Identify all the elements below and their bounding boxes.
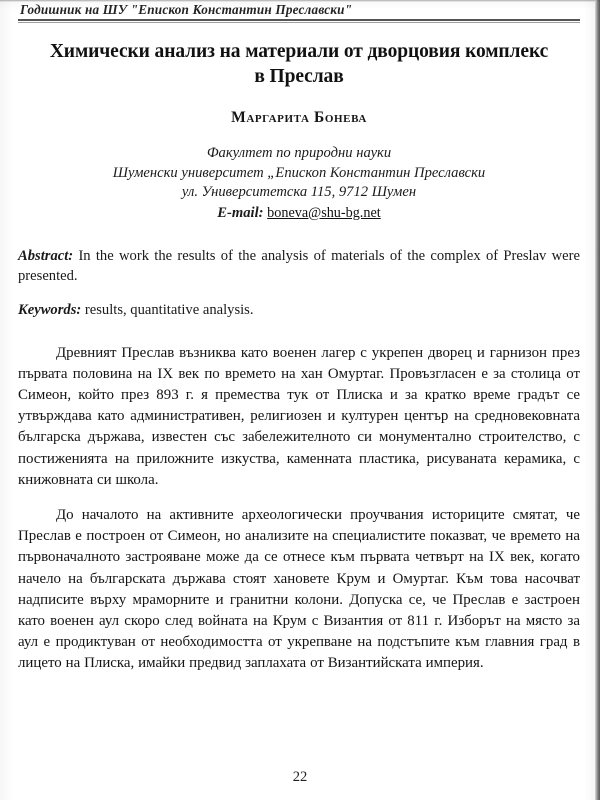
body-paragraph: До началото на активните археологически проучвания историците смятат, че Преслав е построен от Симеон, но анализите на специалистите показват, че времето на първоначалното застрояване може да се отнесе към първата четвърт на IX век, когато начело на българската държава стоят хановете Крум и Омуртаг. Към това насочват надписите върху мраморните и гранитни колони. Допуска се, че Преслав е застроен като военен аул скоро след войната на Крум с Византия от 811 г. Изборът на място за аул е продиктуван от необходимостта от укрепване на подстъпите към главния град в лицето на Плиска, имайки предвид заплахата от Византийската империя. — [18, 506, 580, 672]
running-header: Годишник на ШУ "Епископ Константин Преславски" — [20, 2, 353, 17]
abstract-label: Abstract: — [18, 248, 74, 264]
affiliation-block — [18, 144, 580, 223]
page-title-line-2: в Преслав — [254, 66, 344, 87]
body-text — [18, 343, 580, 675]
page-number: 22 — [292, 769, 308, 785]
abstract-text: In the work the results of the analysis of materials of the complex of Preslav were presented. — [18, 248, 580, 284]
affiliation-address: ул. Университетска 115, 9712 Шумен — [181, 184, 417, 200]
header-rule-secondary — [18, 22, 580, 23]
page-title — [18, 39, 580, 89]
keywords-label: Keywords: — [18, 302, 82, 318]
affiliation-university: Шуменски университет „Епископ Константин Преславски — [112, 164, 486, 181]
page-title-line-1: Химически анализ на материали от дворцовия комплекс — [49, 41, 549, 62]
author-name: Маргарита Бонева — [231, 109, 367, 126]
keywords-block — [18, 301, 580, 321]
header-rule — [18, 19, 580, 21]
email-link[interactable]: boneva@shu-bg.net — [267, 204, 381, 221]
affiliation-faculty: Факултет по природни науки — [206, 145, 392, 161]
keywords-text: results, quantitative analysis. — [84, 302, 254, 318]
affiliation-email-line — [18, 204, 580, 224]
abstract-block — [18, 247, 580, 286]
email-label: E-mail: — [217, 204, 264, 221]
body-paragraph: Древният Преслав възниква като военен лагер с укрепен дворец и гарнизон през първата половина на IX век по времето на хан Омуртаг. Провъзгласен е за столица от Симеон, който през 893 г. я премества тук от Плиска и за кратко време градът се утвърждава като административен, религиозен и културен център на средновековната българска държава, известен със забележителното си монументално строителство, с постиженията на приложните изкуства, каменната пластика, рисуваната керамика, с книжовната си школа. — [18, 344, 580, 488]
